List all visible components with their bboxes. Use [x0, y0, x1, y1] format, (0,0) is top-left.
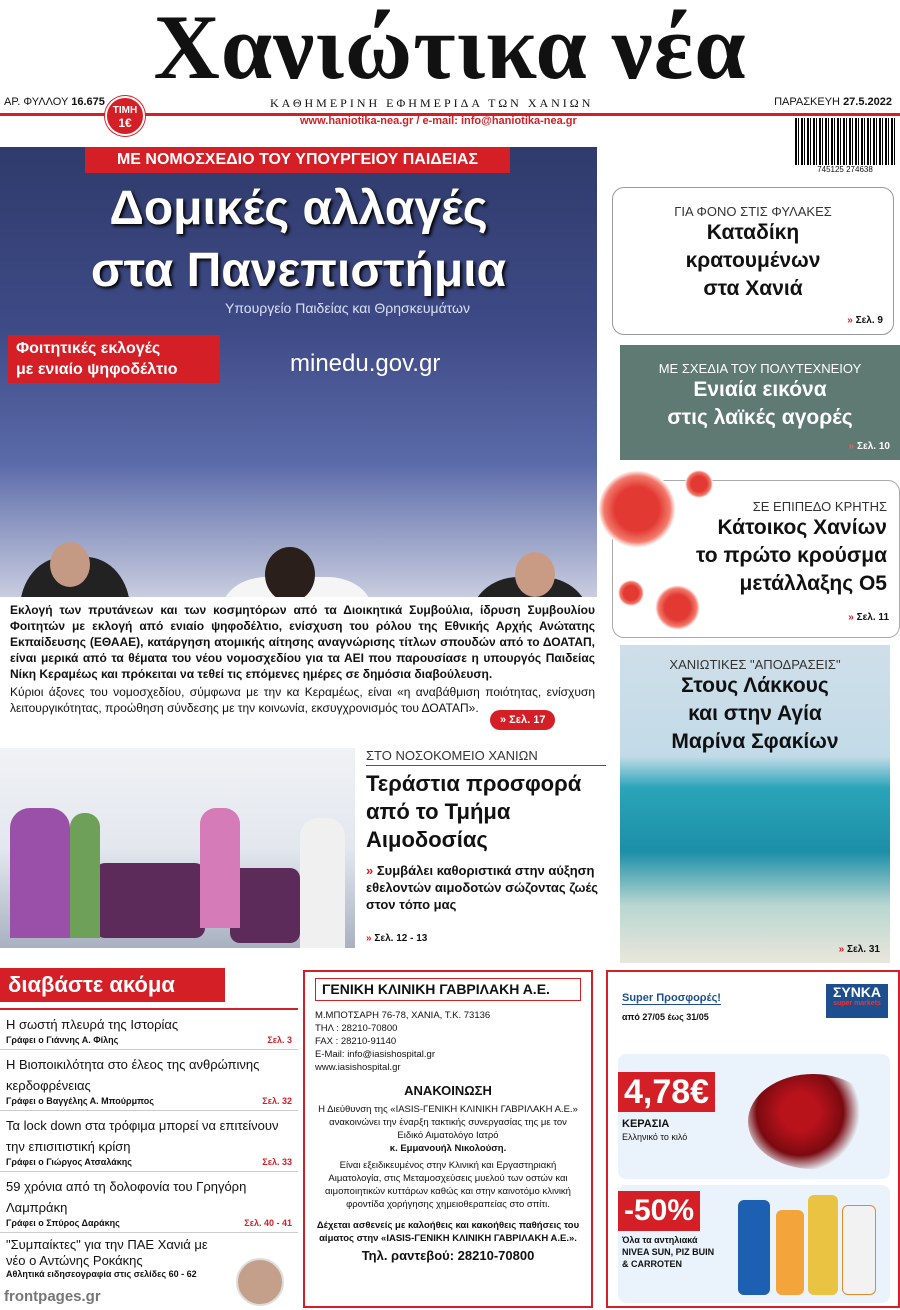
side-4-head-l1: Στους Λάκκους	[681, 674, 829, 697]
staff-4	[300, 818, 345, 948]
staff-2	[70, 813, 100, 938]
clinic-title: ΓΕΝΙΚΗ ΚΛΙΝΙΚΗ ΓΑΒΡΙΛΑΚΗ Α.Ε.	[315, 978, 581, 1001]
clinic-para-3: Δέχεται ασθενείς με καλοήθεις και κακοήθεις παθήσεις του αίματος στην «IASIS-ΓΕΝΙΚΗ ΚΛΙΝΙΚΗ ΓΑΒΡΙΛΑΚΗ Α.Ε.».	[316, 1220, 580, 1244]
cherries-price: 4,78€	[618, 1072, 715, 1112]
more-2-page: Σελ. 32	[262, 1096, 292, 1106]
side-story-1[interactable]	[612, 187, 894, 335]
price-label: ΤΙΜΗ	[112, 105, 138, 116]
more-3-title: Τα lock down στα τρόφιμα μπορεί να επιτείνουν την επισιτιστική κρίση	[6, 1118, 279, 1154]
price-badge	[105, 96, 145, 136]
issue-num: 16.675	[71, 96, 105, 108]
offer-suncare	[618, 1185, 890, 1303]
super-dates: από 27/05 έως 31/05	[622, 1012, 709, 1022]
side-story-2[interactable]	[620, 345, 900, 460]
story-2-sub: » Συμβάλει καθοριστικά στην αύξηση εθελοντών αιμοδοτών σώζοντας ζωές στον τόπο μας	[366, 863, 599, 912]
lead-banner: ΜΕ ΝΟΜΟΣΧΕΔΙΟ ΤΟΥ ΥΠΟΥΡΓΕΙΟΥ ΠΑΙΔΕΙΑΣ	[85, 147, 510, 173]
author-avatar	[236, 1258, 284, 1306]
side-3-head-l2: το πρώτο κρούσμα	[696, 544, 887, 567]
clinic-tel: ΤΗΛ : 28210-70800	[315, 1023, 398, 1034]
side-3-head-l1: Κάτοικος Χανίων	[717, 516, 887, 539]
lead-headline-line1: Δομικές αλλαγές	[109, 182, 488, 235]
suncare-bottle-4	[842, 1205, 876, 1295]
issue-label: ΑΡ. ΦΥΛΛΟΥ	[4, 96, 69, 108]
masthead-logo: Χανιώτικα νέα	[153, 0, 747, 98]
side-3-head-l3: μετάλλαξης Ο5	[739, 572, 887, 595]
more-item-4[interactable]	[0, 1172, 298, 1233]
super-brand: ΣΥΝΚΑ	[832, 984, 882, 1000]
minedu-site: minedu.gov.gr	[290, 350, 441, 377]
more-item-2[interactable]	[0, 1050, 298, 1111]
more-5-title: "Συμπαίκτες" για την ΠΑΕ Χανιά με νέο ο Αντώνης Ροκάκης	[6, 1237, 208, 1268]
clinic-appointment: Τηλ. ραντεβού: 28210-70800	[361, 1248, 535, 1263]
barcode-number: 745125 274638	[795, 165, 895, 177]
super-logo	[826, 984, 888, 1018]
lead-headline	[0, 178, 597, 302]
side-3-kicker: ΣΕ ΕΠΙΠΕΔΟ ΚΡΗΤΗΣ	[752, 499, 887, 514]
website-link[interactable]: www.haniotika-nea.gr / e-mail: info@haniotika-nea.gr	[300, 115, 577, 127]
lead-subhead	[8, 335, 220, 383]
suncare-bottle-2	[776, 1210, 804, 1295]
cherries-image	[748, 1074, 878, 1169]
clinic-web: www.iasishospital.gr	[315, 1062, 401, 1073]
more-4-page: Σελ. 40 - 41	[244, 1218, 292, 1228]
person-right-head	[515, 552, 555, 597]
read-more-title: διαβάστε ακόμα	[0, 968, 225, 1002]
clinic-doctor: κ. Εμμανουήλ Νικολούση.	[389, 1143, 507, 1154]
story-2-kicker: ΣΤΟ ΝΟΣΟΚΟΜΕΙΟ ΧΑΝΙΩΝ	[366, 748, 606, 766]
staff-1	[10, 808, 70, 938]
chair-2	[230, 868, 300, 943]
more-item-1[interactable]	[0, 1010, 298, 1050]
suncare-bottle-3	[808, 1195, 838, 1295]
blood-bank-photo	[0, 748, 355, 948]
suncare-bottle-1	[738, 1200, 770, 1295]
story-2-sub-text: Συμβάλει καθοριστικά στην αύξηση εθελοντών αιμοδοτών σώζοντας ζωές στον τόπο μας	[366, 863, 599, 912]
story-2-page: » Σελ. 12 - 13	[366, 933, 428, 944]
clinic-email: E-Mail: info@iasishospital.gr	[315, 1049, 435, 1060]
story-2-head-l1: Τεράστια προσφορά	[366, 771, 582, 796]
lead-body-1: Εκλογή των πρυτάνεων και των κοσμητόρων από τα Διοικητικά Συμβούλια, ίδρυση Συμβουλίου Φοιτητών με εκλογή από ενιαίο ψηφοδέλτιο, ενίσχυση του ρόλου της Εθνικής Αρχής Ανώτατης Εκπαίδευσης (ΕΘΑΑΕ), κατάργηση ατομικής αίτησης αναγνώρισης τίτλων σπουδών από το ΔΟΑΤΑΠ, είναι μερικά από τα θέματα του νέου νομοσχεδίου για τα ΑΕΙ που παρουσίασε η υπουργός Παιδείας Νίκη Κεραμέως και πρόκειται να τεθεί τις επόμενες ημέρες σε δημόσια διαβούλευση.	[10, 603, 595, 681]
person-left-head	[50, 542, 90, 587]
story-2-head-l2: από το Τμήμα	[366, 799, 511, 824]
story-2[interactable]	[366, 748, 606, 944]
supermarket-ad	[606, 970, 900, 1308]
suncare-line-3: & CARROTEN	[622, 1259, 682, 1269]
chair-1	[95, 863, 205, 938]
side-4-kicker: ΧΑΝΙΩΤΙΚΕΣ "ΑΠΟΔΡΑΣΕΙΣ"	[669, 657, 841, 672]
more-1-author: Γράφει ο Γιάννης Α. Φίλης	[6, 1035, 119, 1045]
suncare-discount: -50%	[618, 1191, 700, 1231]
virus-small-icon	[685, 470, 713, 498]
virus-medium-icon	[655, 585, 700, 630]
suncare-line-2: NIVEA SUN, PIZ BUIN	[622, 1247, 715, 1257]
clinic-ad	[303, 970, 593, 1308]
cherries-name: ΚΕΡΑΣΙΑ	[622, 1118, 670, 1130]
side-4-head-l2: και στην Αγία	[688, 702, 822, 725]
lead-page-link[interactable]: » Σελ. 17	[490, 710, 555, 730]
side-2-head-l2: στις λαϊκές αγορές	[667, 406, 853, 429]
side-1-head-l1: Καταδίκη	[706, 221, 800, 244]
virus-icon	[598, 470, 676, 548]
side-2-kicker: ΜΕ ΣΧΕΔΙΑ ΤΟΥ ΠΟΛΥΤΕΧΝΕΙΟΥ	[658, 361, 862, 376]
lead-body-2: Κύριοι άξονες του νομοσχεδίου, σύμφωνα με την κα Κεραμέως, είναι «η αναβάθμιση ποιότητας, ενίσχυση λειτουργικότητας, προώθηση σύνδεσης με την κοινωνία, εκσυγχρονισμός του ΔΟΑΤΑΠ».	[10, 685, 595, 715]
virus-tiny-icon	[618, 580, 644, 606]
story-2-head-l3: Αιμοδοσίας	[366, 827, 488, 852]
side-4-page-text: Σελ. 31	[847, 944, 880, 955]
more-2-title: Η Βιοποικιλότητα στο έλεος της ανθρώπινης κερδοφρένειας	[6, 1057, 260, 1093]
lead-subhead-line1: Φοιτητικές εκλογές	[16, 340, 161, 357]
more-5-author: Αθλητικά ειδησεογραφία στις σελίδες 60 - 62	[6, 1269, 197, 1279]
side-2-page: » Σελ. 10	[848, 441, 890, 452]
more-1-page: Σελ. 3	[267, 1035, 292, 1045]
cherries-sub: Ελληνικό το κιλό	[622, 1132, 688, 1142]
ministry-label: Υπουργείο Παιδείας και Θρησκευμάτων	[225, 300, 470, 316]
side-1-head-l2: κρατουμένων	[685, 249, 821, 272]
side-4-page: » Σελ. 31	[838, 944, 880, 955]
watermark: frontpages.gr	[4, 1288, 101, 1305]
clinic-address: Μ.ΜΠΟΤΣΑΡΗ 76-78, ΧΑΝΙΑ, Τ.Κ. 73136	[315, 1010, 491, 1021]
clinic-para-2: Είναι εξειδικευμένος στην Κλινική και Εργαστηριακή Αιματολογία, στις Μεταμοσχεύσεις μυελού των οστών και αιμοποιητικών κυττάρων καθώς και στην καινοτόμο κλινική φροντίδα χορήγησης χημειοθεραπείας στο σπίτι.	[325, 1160, 571, 1210]
side-1-head-l3: στα Χανιά	[703, 277, 803, 300]
side-3-page: » Σελ. 11	[848, 612, 889, 623]
issue-date	[774, 96, 892, 108]
tagline: ΚΑΘΗΜΕΡΙΝΗ ΕΦΗΜΕΡΙΔΑ ΤΩΝ ΧΑΝΙΩΝ	[270, 96, 594, 110]
offer-cherries	[618, 1054, 890, 1179]
suncare-line-1: Όλα τα αντηλιακά	[622, 1235, 698, 1245]
side-1-page: » Σελ. 9	[847, 315, 883, 326]
price-value: 1€	[118, 116, 132, 130]
more-3-page: Σελ. 33	[262, 1157, 292, 1167]
story-2-page-text: Σελ. 12 - 13	[374, 933, 428, 944]
side-1-kicker: ΓΙΑ ΦΟΝΟ ΣΤΙΣ ΦΥΛΑΚΕΣ	[674, 204, 832, 219]
lead-subhead-line2: με ενιαίο ψηφοδέλτιο	[16, 361, 178, 378]
side-3-page-text: Σελ. 11	[856, 612, 889, 623]
side-1-page-text: Σελ. 9	[855, 315, 883, 326]
super-title: Super Προσφορές!	[622, 992, 721, 1004]
more-4-author: Γράφει ο Σπύρος Δαράκης	[6, 1218, 120, 1228]
more-1-title: Η σωστή πλευρά της Ιστορίας	[6, 1017, 179, 1032]
clinic-para-1: Η Διεύθυνση της «IASIS-ΓΕΝΙΚΗ ΚΛΙΝΙΚΗ ΓΑΒΡΙΛΑΚΗ Α.Ε.» ανακοινώνει την έναρξη τακτικής συνεργασίας της με τον Ειδικό Αιματολόγο Ιατρό	[318, 1104, 578, 1141]
issue-number	[4, 96, 105, 108]
read-more-section	[0, 968, 298, 1308]
more-2-author: Γράφει ο Βαγγέλης Α. Μπούρμπος	[6, 1096, 154, 1106]
lead-headline-line2: στα Πανεπιστήμια	[90, 244, 507, 297]
person-center-head	[265, 547, 315, 597]
issue-date-value: 27.5.2022	[843, 96, 892, 108]
side-2-page-text: Σελ. 10	[857, 441, 890, 452]
more-4-title: 59 χρόνια από τη δολοφονία του Γρηγόρη Λαμπράκη	[6, 1179, 247, 1215]
side-2-head-l1: Ενιαία εικόνα	[693, 378, 827, 401]
clinic-notice-title: ΑΝΑΚΟΙΝΩΣΗ	[404, 1083, 492, 1098]
issue-day: ΠΑΡΑΣΚΕΥΗ	[774, 96, 840, 108]
super-brand-sub: super markets	[833, 1000, 881, 1007]
clinic-fax: FAX : 28210-91140	[315, 1036, 397, 1047]
staff-3	[200, 808, 240, 928]
more-3-author: Γράφει ο Γιώργος Ατσαλάκης	[6, 1157, 132, 1167]
side-4-head-l3: Μαρίνα Σφακίων	[671, 730, 839, 753]
more-item-3[interactable]	[0, 1111, 298, 1172]
side-story-4[interactable]	[620, 645, 890, 963]
